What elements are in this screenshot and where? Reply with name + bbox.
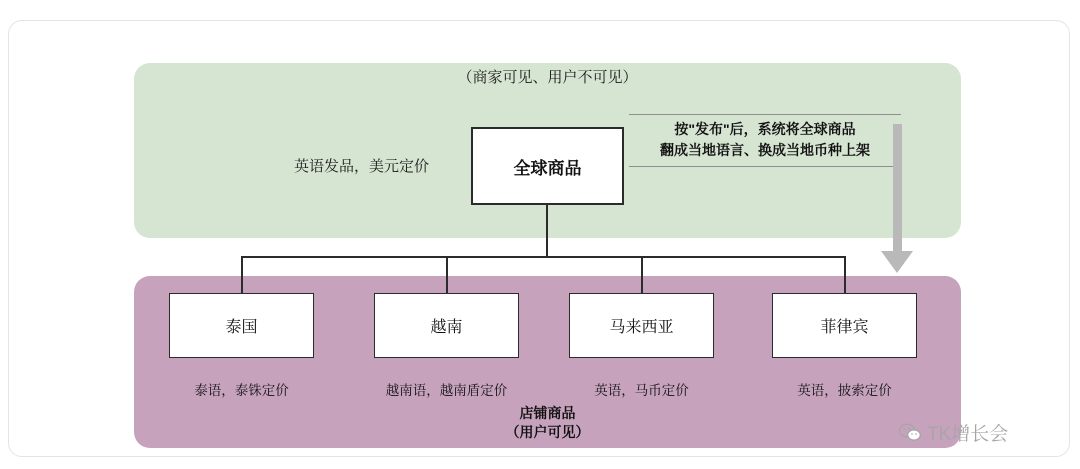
shop-products-title: 店铺商品 (519, 405, 576, 421)
publish-callout-line1: 按"发布"后，系统将全球商品 (674, 121, 856, 137)
merchant-visible-label: （商家可见、用户不可见） (457, 69, 638, 86)
connector-drop-2 (446, 256, 448, 294)
country-name: 马来西亚 (609, 319, 674, 336)
country-caption-malaysia: 英语，马币定价 (594, 383, 689, 398)
country-box-philippines (772, 293, 917, 358)
country-name: 越南 (430, 319, 463, 336)
country-name: 泰国 (225, 319, 258, 336)
country-caption-thailand: 泰语，泰铢定价 (194, 383, 289, 398)
country-name: 菲律宾 (820, 319, 869, 336)
global-product-note: 英语发品，美元定价 (293, 158, 429, 175)
publish-callout-line2: 翻成当地语言、换成当地币种上架 (660, 142, 870, 158)
country-box-thailand (169, 293, 314, 358)
country-box-malaysia (569, 293, 714, 358)
watermark (899, 419, 1008, 446)
shop-products-subtitle: （用户可见） (505, 424, 590, 440)
shop-products-label (134, 404, 961, 442)
publish-arrow-shaft (893, 124, 902, 257)
connector-drop-1 (241, 256, 243, 294)
connector-horizontal (241, 256, 846, 258)
publish-arrow-head (881, 251, 913, 273)
country-box-vietnam (374, 293, 519, 358)
country-caption-philippines: 英语，披索定价 (797, 383, 892, 398)
diagram-card (8, 20, 1070, 457)
connector-drop-4 (844, 256, 846, 294)
global-product-box (471, 127, 624, 205)
country-caption-vietnam: 越南语，越南盾定价 (385, 383, 508, 398)
connector-drop-3 (641, 256, 643, 294)
wechat-icon (899, 423, 921, 442)
publish-callout (629, 114, 901, 167)
watermark-text: TK增长会 (927, 424, 1009, 445)
global-product-title: 全球商品 (513, 158, 582, 178)
connector-trunk (546, 205, 548, 257)
